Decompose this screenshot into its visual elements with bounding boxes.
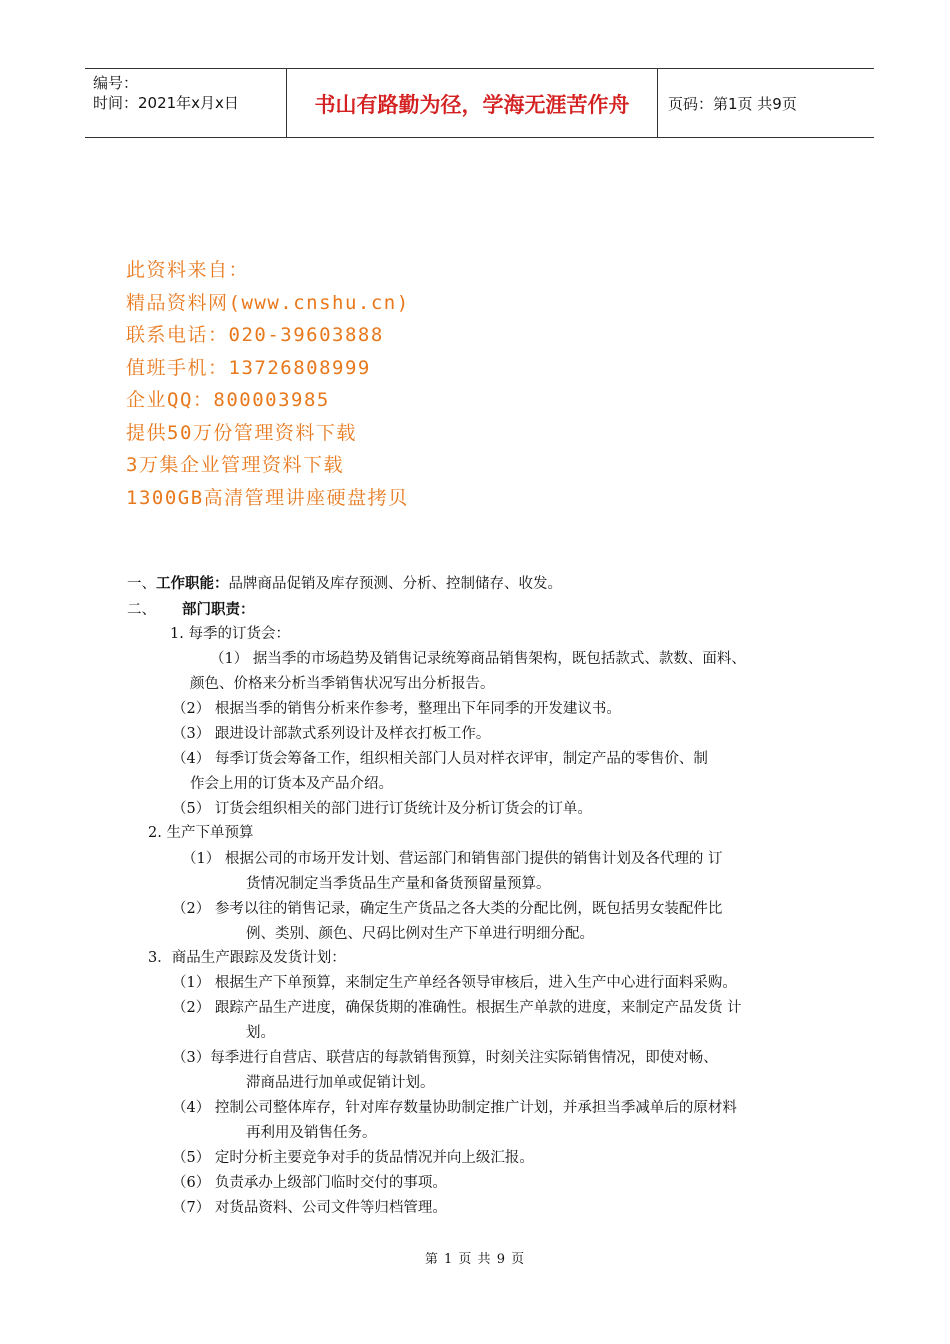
sub3-item: （3）每季进行自营店、联营店的每款销售预算，时刻关注实际销售情况，即使对畅、 xyxy=(172,1050,718,1066)
sub3-item: （1） 根据生产下单预算，来制定生产单经各领导审核后，进入生产中心进行面料采购。 xyxy=(172,975,737,991)
promo-line: 3万集企业管理资料下载 xyxy=(126,454,344,476)
sub3-item: （4） 控制公司整体库存，针对库存数量协助制定推广计划，并承担当季减单后的原材料 xyxy=(172,1100,737,1116)
promo-line: 提供50万份管理资料下载 xyxy=(126,421,357,444)
promo-line: 1300GB高清管理讲座硬盘拷贝 xyxy=(126,486,409,509)
sub2-item: 例、类别、颜色、尺码比例对生产下单进行明细分配。 xyxy=(246,926,594,942)
sub1-item: （3） 跟进设计部款式系列设计及样衣打板工作。 xyxy=(172,726,491,742)
promo-line: 值班手机：13726808999 xyxy=(126,356,371,379)
section1-text: 品牌商品促销及库存预测、分析、控制储存、收发。 xyxy=(228,576,562,592)
sub3-title: 3．商品生产跟踪及发货计划： xyxy=(148,950,346,966)
page-info: 页码：第1页 共9页 xyxy=(668,95,797,113)
sub2-title: 2. 生产下单预算 xyxy=(148,825,254,841)
date-label: 时间：2021年x月x日 xyxy=(93,94,239,112)
section2-heading xyxy=(127,600,255,620)
sub1-item: （2） 根据当季的销售分析来作参考，整理出下年同季的开发建议书。 xyxy=(172,701,621,717)
sub2-item: （2） 参考以往的销售记录，确定生产货品之各大类的分配比例，既包括男女装配件比 xyxy=(172,901,723,917)
promo-block xyxy=(126,254,410,514)
sub3-item: （7） 对货品资料、公司文件等归档管理。 xyxy=(172,1200,447,1216)
promo-line: 精品资料网(www.cnshu.cn) xyxy=(126,291,410,314)
sub2-item: （1） 根据公司的市场开发计划、营运部门和销售部门提供的销售计划及各代理的 订 xyxy=(182,851,723,867)
sub1-title: 1. 每季的订货会： xyxy=(170,626,290,642)
header-page-cell xyxy=(658,69,874,137)
section1-heading xyxy=(127,574,562,594)
section1-title: 工作职能： xyxy=(156,575,229,592)
promo-line: 此资料来自： xyxy=(126,259,250,281)
sub1-item: （5） 订货会组织相关的部门进行订货统计及分析订货会的订单。 xyxy=(172,801,592,817)
promo-line: 企业QQ：800003985 xyxy=(126,389,330,411)
sub3-item: 滞商品进行加单或促销计划。 xyxy=(246,1075,435,1091)
header-motto-cell xyxy=(287,69,658,137)
sub1-item: （4） 每季订货会筹备工作，组织相关部门人员对样衣评审，制定产品的零售价、制 xyxy=(172,751,708,767)
section2-title: 部门职责： xyxy=(182,601,255,618)
sub3-item: 划。 xyxy=(246,1025,275,1041)
sub2-item: 货情况制定当季货品生产量和备货预留量预算。 xyxy=(246,876,551,892)
sub3-item: （2） 跟踪产品生产进度，确保货期的准确性。根据生产单款的进度，来制定产品发货 计 xyxy=(172,1000,742,1016)
serial-label: 编号： xyxy=(93,74,139,92)
sub1-item: （1） 据当季的市场趋势及销售记录统筹商品销售架构，既包括款式、款数、面料、 xyxy=(210,651,746,667)
sub3-item: （5） 定时分析主要竞争对手的货品情况并向上级汇报。 xyxy=(172,1150,534,1166)
header-table xyxy=(85,68,874,138)
motto: 书山有路勤为径，学海无涯苦作舟 xyxy=(314,93,630,117)
sub3-item: 再利用及销售任务。 xyxy=(246,1125,377,1141)
section1-num: 一、 xyxy=(127,576,156,592)
section2-num: 二、 xyxy=(127,602,156,618)
sub1-item: 颜色、价格来分析当季销售状况写出分析报告。 xyxy=(190,676,495,692)
header-meta-cell xyxy=(85,69,287,137)
sub1-item: 作会上用的订货本及产品介绍。 xyxy=(190,776,393,792)
promo-line: 联系电话：020-39603888 xyxy=(126,324,384,346)
sub3-item: （6） 负责承办上级部门临时交付的事项。 xyxy=(172,1175,447,1191)
page-footer: 第 1 页 共 9 页 xyxy=(424,1252,526,1267)
